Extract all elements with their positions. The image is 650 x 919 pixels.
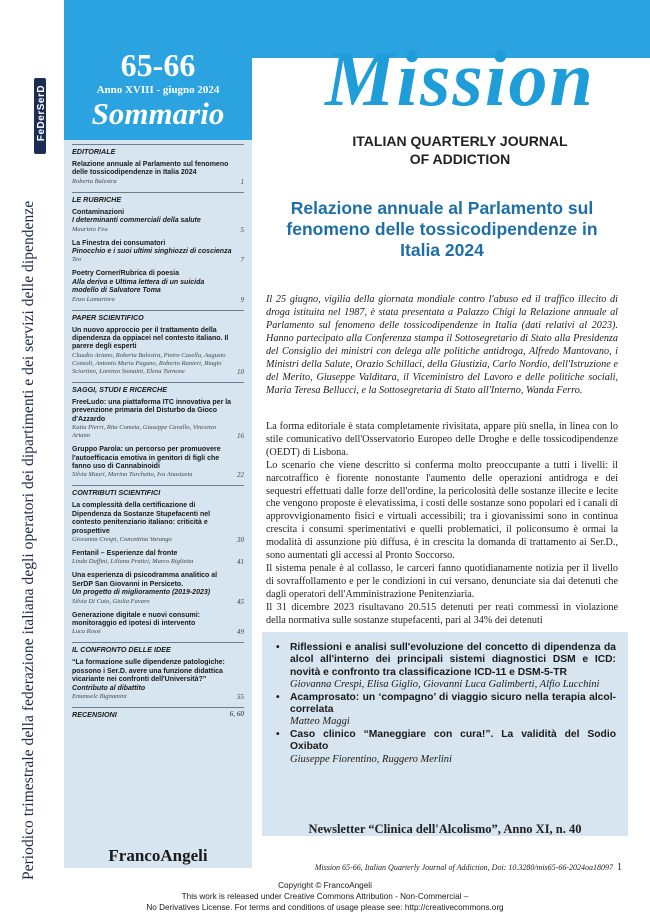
toc-entry-page: 22 [237,471,244,480]
copyright-line1: Copyright © FrancoAngeli [278,881,372,890]
article-abstract: Il 25 giugno, vigilia della giornata mondiale contro l'abuso ed il traffico illecito di droga istituita nel 1987, è stata presentata a Palazzo Chigi la Relazione annuale al Parlamento sul fenomeno delle tossicodipendenze in Italia (dati relativi al 2023). Hanno partecipato alla Conferenza stampa il Sottosegretario di Stato alla Presidenza del Consiglio dei ministri con delega alle politiche antidroga, Alfredo Mantovano, i Ministri della Salute, Orazio Schillaci, della Giustizia, Carlo Nordio, dell'Istruzione e del Merito, Giuseppe Valditara, il Viceministro del Lavoro e delle politiche sociali, Maria Teresa Bellucci, e la Sottosegretaria di Stato all'Interno, Wanda Ferro. [266,294,618,396]
toc-section-heading [72,192,244,204]
copyright-line2: This work is released under Creative Commons Attribution - Non-Commercial – [181,892,469,901]
toc-entry-title: Gruppo Parola: un percorso per promuovere l'autoefficacia emotiva in genitori di figli che fanno uso di Cannabinoidi [72,446,221,470]
body-paragraph: Il 31 dicembre 2023 risultavano 20.515 detenuti per reati commessi in violazione della normativa sulle sostanze stupefacenti, pari al 34% dei detenuti [266,601,618,626]
toc-entry[interactable] [72,612,244,637]
toc-entry-subtitle: Alla deriva e Ultima lettera di un suicida modello di Salvatore Toma [72,278,205,295]
toc-entry-authors: Linda Duffini, Liliana Pratici, Marco Riglietta [72,558,194,566]
newsletter-item-authors: Matteo Maggi [290,716,350,728]
citation-line [270,862,622,873]
newsletter-item [276,692,616,729]
newsletter-item [276,729,616,766]
journal-subtitle [290,132,630,168]
toc-entry-title: “La formazione sulle dipendenze patologiche: possono i Ser.D. avere una funzione didattica vicariante nei confronti dell'Università?” [72,659,225,684]
newsletter-item-authors: Giovanna Crespi, Elisa Giglio, Giovanni Luca Galimberti, Alfio Lucchini [290,679,600,691]
toc-entry-title: Una esperienza di psicodramma analitico al SerDP San Giovanni in Persiceto. [72,572,218,588]
toc-entry-page: 1 [240,177,244,186]
toc-entry[interactable] [72,659,244,701]
federserd-logo-text: FeDerSerD [36,84,47,142]
contents-heading: Sommario [91,96,225,131]
toc-entry-page: 16 [237,432,244,441]
toc-section-page: 6, 60 [229,710,244,718]
newsletter-item-authors: Giuseppe Fiorentino, Ruggero Merlini [290,753,452,765]
issue-number: 65-66 [120,47,196,83]
table-of-contents [72,140,244,724]
newsletter-footer: Newsletter “Clinica dell'Alcolismo”, Anno XI, n. 40 [308,822,582,836]
toc-entry-page: 9 [240,295,244,304]
toc-section-title: IL CONFRONTO DELLE IDEE [72,645,171,655]
toc-entry-page: 41 [237,558,244,567]
toc-entry[interactable] [72,270,244,303]
body-paragraph: Lo scenario che viene descritto si conferma molto preoccupante a tutti i livelli: il narcotraffico è fiorente nonostante l'aumento delle operazioni antidroga e dei sequestri effettuati dalle forze dell'ordine, la pericolosità delle sostanze illecite e lecite che vengono proposte è elevatissima, i costi delle sostanze sono popolari ed i canali di approvvigionamento fisici e virtuali accessibili; tra i giovanissimi sono in continua crescita i consumi sperimentativi e quelli problematici, il policonsumo è ormai la modalità di assunzione più diffusa, è in crescita la domanda di trattamento ai Ser.D., sono aumentati gli accessi al Pronto Soccorso. [266,459,618,562]
toc-section-heading [72,310,244,322]
toc-entry-page: 49 [237,628,244,637]
toc-entry-title: Un nuovo approccio per il trattamento della dipendenza da oppiacei nel contesto italiano. Il parere degli esperti [72,326,229,351]
page-number: 1 [617,862,622,873]
toc-entry-title: Generazione digitale e nuovi consumi: monitoraggio ed ipotesi di intervento [72,611,200,627]
article-title: Relazione annuale al Parlamento sul fenomeno delle tossicodipendenze in Italia 2024 [286,198,598,260]
toc-entry-page: 55 [237,693,244,701]
toc-entry-subtitle: Contributo al dibattito [72,684,146,692]
toc-entry-authors: Silvia Mauri, Marina Turchetto, Iva Anastasia [72,471,193,479]
journal-title: Mission [325,35,595,122]
toc-entry-authors: Enzo Lamartora [72,295,115,303]
journal-subtitle-line2: OF ADDICTION [409,151,511,167]
publisher-name: FrancoAngeli [108,846,208,865]
toc-section-title: EDITORIALE [72,147,116,156]
toc-entry[interactable] [72,399,244,440]
toc-entry[interactable] [72,209,244,234]
toc-entry[interactable] [72,502,244,544]
body-paragraph: La forma editoriale è stata completamente rivisitata, appare più snella, in linea con lo stile comunicativo dell'Osservatorio Europeo delle Droghe e delle tossicodipendenze (OEDT) di Lisbona. [266,421,618,458]
toc-entry-authors: Katia Pierri, Rita Cometa, Giuseppe Cavallo, Vincenzo Ariano [72,424,217,440]
toc-entry-subtitle: Un progetto di miglioramento (2019-2023) [72,589,211,597]
newsletter-list [276,642,616,766]
toc-entry-title: Poetry Corner/Rubrica di poesia [72,270,179,278]
toc-entry[interactable] [72,161,244,186]
toc-entry-authors: Silvia Di Cuto, Giulia Favaro [72,597,150,605]
newsletter-item-title: Caso clinico “Maneggiare con cura!”. La validità del Sodio Oxibato [290,728,616,753]
toc-section-title: PAPER SCIENTIFICO [72,312,144,322]
toc-entry-page: 7 [240,256,244,265]
toc-entry-title: FreeLudo: una piattaforma ITC innovativa per la prevenzione primaria del Disturbo da Gioco d'Azzardo [72,398,232,423]
journal-subtitle-line1: ITALIAN QUARTERLY JOURNAL [352,133,568,149]
toc-entry-subtitle: Pinocchio e i suoi ultimi singhiozzi di coscienza [72,248,232,256]
toc-section-heading [72,382,244,394]
copyright-notice [0,880,650,913]
bullet-icon: • [276,642,280,653]
bullet-icon: • [276,728,280,740]
newsletter-item-title: Acamprosato: un ‘compagno’ di viaggio sicuro nella terapia alcol-correlata [290,691,616,716]
toc-entry[interactable] [72,572,244,605]
toc-entry-title: Contaminazioni [72,208,125,216]
toc-entry-title: La complessità della certificazione di Dipendenza da Sostanze Stupefacenti nel contesto penitenziario italiano: criticità e prospettive [72,502,211,535]
toc-section-title: CONTRIBUTI SCIENTIFICI [72,488,161,498]
toc-entry-page: 45 [237,597,244,606]
toc-entry-page: 5 [240,225,244,234]
toc-section-title: LE RUBRICHE [72,194,122,204]
toc-entry-title: Relazione annuale al Parlamento sul fenomeno delle tossicodipendenze in Italia 2024 [72,161,229,177]
toc-section-title: SAGGI, STUDI E RICERCHE [72,384,168,394]
toc-entry-subtitle: I determinanti commerciali della salute [72,217,201,225]
toc-entry[interactable] [72,327,244,376]
toc-entry-page: 10 [237,367,244,376]
body-paragraph: Il sistema penale è al collasso, le carceri fanno quotidianamente notizia per il livello di sovraffollamento e per le condizioni in cui versano, denunciate sia dai detenuti che dagli operatori dell'Amministrazione Penitenziaria. [266,562,618,600]
toc-entry-authors: Emanuele Bignamini [72,693,127,700]
toc-entry-page: 30 [237,535,244,544]
toc-section-heading [72,144,244,156]
article-body [266,421,618,628]
newsletter-item [276,642,616,692]
vertical-publication-text: Periodico trimestrale della federazione italiana degli operatori dei dipartimenti e dei servizi delle dipendenze [20,200,37,880]
toc-section-title: RECENSIONI [72,710,117,719]
toc-entry[interactable] [72,240,244,265]
toc-entry[interactable] [72,446,244,479]
citation-text: Mission 65-66, Italian Quarterly Journal of Addiction, Doi: 10.3280/mis65-66-2024oa18097 [314,863,613,872]
toc-entry-authors: Teo [72,256,82,264]
newsletter-item-title: Riflessioni e analisi sull'evoluzione del concetto di dipendenza da alcol all'interno dei principali sistemi diagnostici DSM e ICD: novità e confronto tra classificazione ICD-11 e DSM-5-TR [290,642,616,678]
toc-section-heading [72,485,244,497]
toc-entry[interactable] [72,550,244,566]
copyright-line3: No Derivatives License. For terms and conditions of usage please see: http://creativecommons.org [146,903,504,912]
toc-section-heading [72,707,244,719]
toc-entry-title: La Finestra dei consumatori [72,239,166,247]
issue-date: Anno XVIII - giugno 2024 [96,84,220,96]
toc-entry-authors: Roberta Balestra [72,177,117,185]
toc-entry-authors: Luca Rossi [72,628,101,636]
toc-entry-authors: Maurizio Fea [72,225,108,233]
toc-section-heading [72,642,244,654]
toc-entry-authors: Giovanna Crespi, Concettina Varango [72,535,172,543]
toc-entry-authors: Claudio Ariano, Roberta Balestra, Pietro Casella, Augusto Consoli, Antonio Maria Pagano, Roberto Ranieri, Biagio Sciortino, Lorenzo Somaini, Elena Turnone [72,351,226,375]
bullet-icon: • [276,691,280,703]
toc-entry-title: Fentanil – Esperienze dal fronte [72,549,178,557]
